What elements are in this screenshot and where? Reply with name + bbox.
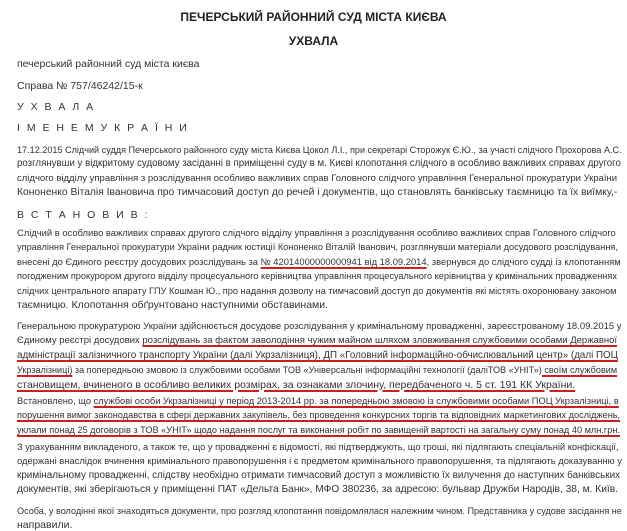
paragraph-prosecution <box>17 320 622 392</box>
text-fragment: внесені до Єдиного реєстру досудових розслідувань за <box>17 255 261 267</box>
underlined-text: службові особи Укрзалізниці у період 2013-2014 рр. за попередньою змовою із службовими особами ПОЦ Укрзалізниці, в <box>93 396 619 406</box>
underlined-text-line: становищем, вчиненого в особливо великих розмірах, за ознаками злочину, передбаченого ч. 5 ст. 191 КК України. <box>17 378 576 391</box>
text-line: одержані внаслідок вчинення кримінального правопорушення і є предметом кримінального правопорушення, та підлягають доказуванню у <box>17 455 622 467</box>
text-line: Кононенко Віталія Івановича про тимчасовий доступ до речей і документів, що становлять банківську таємницю та їх виїмку,- <box>17 187 618 199</box>
text-fragment: Встановлено, що <box>17 396 94 406</box>
text-line: розглянувши у відкритому судовому засіданні в приміщенні суду в м. Києві клопотання слідчого в особливо важливих справах другого <box>17 158 621 170</box>
text-fragment: за попередньою змовою із службовими особами ТОВ «Універсальні інформаційні технології (даліТОВ «УНІТ») <box>72 365 542 376</box>
underlined-text-line: адміністрації залізничного транспорту України (далі Укрзалізниця), ДП «Головний інформаційно-обчислювальний центр» (далі ПОЦ <box>17 349 618 361</box>
text-line: направили. <box>17 519 73 531</box>
heading-in-name-of-ukraine: І М Е Н Е М У К Р А Ї Н И <box>17 122 189 134</box>
text-line: погодженим прокурором другого відділу процесуального керівництва управління процесуального керівництва у кримінальних провадженнях <box>17 271 617 282</box>
text-fragment: Єдиному реєстрі досудових <box>17 335 143 347</box>
text-line: 17.12.2015 Слідчий суддя Печерського районного суду міста Києва Цокол Л.І., при секретарі Сторожук Є.Ю., за участі слідчого Прохорова А.С. <box>17 145 622 155</box>
text-line: Особа, у володінні якої знаходяться документи, про розгляд клопотання повідомлялася належним чином. Представника у судове засідання не <box>17 506 622 516</box>
text-line <box>17 334 617 348</box>
heading-ukhvala: У Х В А Л А <box>17 101 96 113</box>
text-line <box>17 363 617 377</box>
text-line: З урахуванням викладеного, а також те, що у провадженні є відомості, які підтверджують, що гроші, які підлягають спеціальній конфіскації, <box>17 442 619 452</box>
paragraph-considering <box>17 440 622 498</box>
doc-type-title: УХВАЛА <box>288 34 339 48</box>
paragraph-intro <box>17 143 622 201</box>
text-line: документів, які зберігаються у приміщенні ПАТ «Дельта Банк», МФО 380236, за адресою: бульвар Дружби Народів, 38, м. Київ. <box>17 484 618 496</box>
text-line: кримінальному провадженні, слідству необхідно отримати тимчасовий доступ з можливістю їх вилучення до наступних банківських <box>17 469 621 481</box>
underlined-text-line: порушення вимог законодавства в сфері державних закупівель, без проведення конкурсних торгів та відповідних маркетингових досліджень, <box>17 410 621 421</box>
text-line: слідчого відділу управління з розслідування особливо важливих справ Головного слідчого управління Генеральної прокуратури України <box>17 172 618 184</box>
text-fragment: , звернувся до слідчого судді із клопотанням <box>426 255 621 267</box>
case-number: Справа № 757/46242/15-к <box>17 80 143 92</box>
underlined-text-line: уклали понад 25 договорів з ТОВ «УНІТ» щодо надання послуг та виконання робіт по завищеній вартості на загальну суму понад 40 млн.грн. <box>17 424 621 435</box>
text-line <box>17 255 621 269</box>
text-line: Генеральною прокуратурою України здійснюється досудове розслідування у кримінальному провадженні, зареєстрованому 18.09.2015 у <box>17 321 622 332</box>
text-line: слідчих центрального апарату ГПУ Кошман Ю., про надання дозволу на тимчасовий доступ до документів які містять охоронювану законом <box>17 285 617 296</box>
text-line <box>17 394 617 408</box>
paragraph-notification <box>17 504 622 531</box>
underlined-register-number: № 42014000000000941 від 18.09.2014 <box>260 255 427 267</box>
underlined-text: Укрзалізниці) <box>17 365 73 376</box>
underlined-text: своїм службовим <box>541 365 618 376</box>
text-line: управління Генеральної прокуратури України радник юстиції Кононенко Віталій Іванович, розглянувши матеріали досудового розслідування, <box>17 242 618 253</box>
underlined-text: розслідувань за фактом заволодіння чужим майном шляхом зловживання службовими особами Державної <box>142 335 618 347</box>
paragraph-established <box>17 394 621 437</box>
court-name: печерський районний суд міста києва <box>17 58 200 70</box>
text-line: Слідчий в особливо важливих справах другого слідчого відділу управління з розслідування особливо важливих справ Головного слідчого <box>17 227 616 238</box>
paragraph-investigator <box>17 226 621 312</box>
court-title: ПЕЧЕРСЬКИЙ РАЙОННИЙ СУД МІСТА КИЄВА <box>180 10 447 24</box>
text-line: таємницю. Клопотання обґрунтовано наступними обставинами. <box>17 299 329 312</box>
heading-vstanovyv: В С Т А Н О В И В : <box>17 209 150 221</box>
